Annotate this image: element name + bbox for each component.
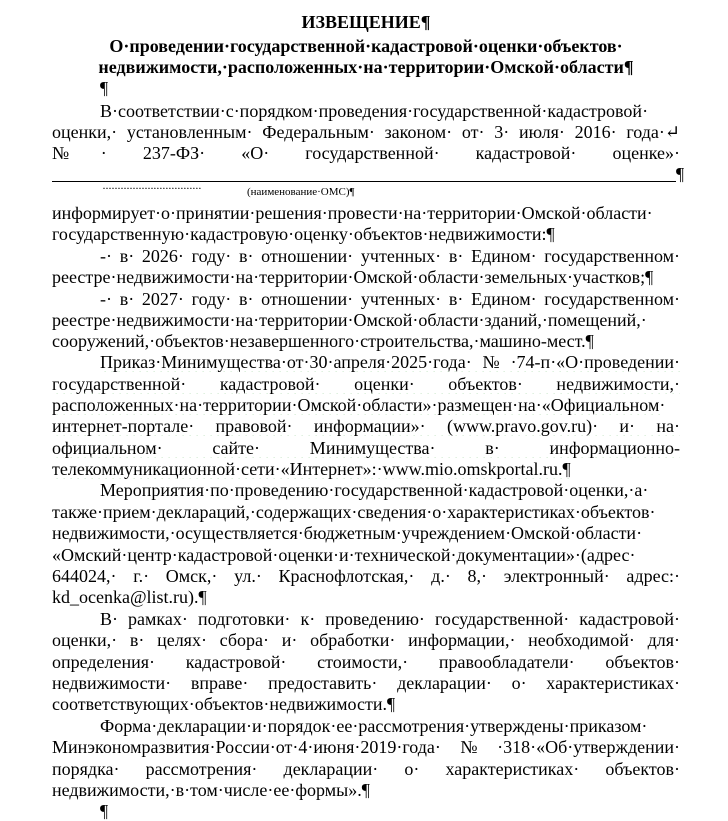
oms-caption: (наименование·ОМС)¶: [247, 186, 355, 198]
paragraph-line: недвижимости,·в·том·числе·ее·формы».¶: [52, 780, 370, 800]
document-subtitle-line-2: недвижимости,·расположенных·на·территории·Омской·области¶: [98, 57, 634, 77]
paragraph-line: порядка· рассмотрения· декларации· о· характеристиках· объектов·: [52, 759, 680, 779]
paragraph-line: Форма·декларации·и·порядок·ее·рассмотрения·утверждены·приказом·: [100, 716, 648, 736]
paragraph-line: В·соответствии·с·порядком·проведения·государственной·кадастровой·: [100, 101, 649, 121]
list-item: -· в· 2027· году· в· отношении· учтенных· в· Едином· государственном·: [100, 289, 680, 309]
paragraph-line: соответствующих·объектов·недвижимости.¶: [52, 694, 396, 714]
document-subtitle-line-1: О·проведении·государственной·кадастровой·оценки·объектов·: [109, 36, 623, 56]
list-item: -· в· 2026· году· в· отношении· учтенных· в· Едином· государственном·: [100, 246, 680, 266]
paragraph-line: Мероприятия·по·проведению·государственной·кадастровой·оценки,·а·: [100, 480, 649, 500]
paragraph-line: оценки,· в· целях· сбора· и· обработки· информации,· необходимой· для·: [52, 630, 680, 650]
document-title: ИЗВЕЩЕНИЕ¶: [301, 12, 431, 32]
paragraph-line: В· рамках· подготовки· к· проведению· государственной· кадастровой·: [100, 609, 680, 629]
paragraph-line: 644024,· г.· Омск,· ул.· Краснофлотская,· д.· 8,· электронный· адрес:·: [52, 566, 680, 586]
empty-paragraph-mark: ¶: [100, 78, 109, 98]
empty-paragraph-mark: ¶: [100, 801, 109, 821]
paragraph-line: официальном· сайте· Минимущества· в· информационно-: [52, 438, 680, 458]
paragraph-line: государственной· кадастровой· оценки· объектов· недвижимости,·: [52, 374, 680, 394]
paragraph-line: информирует·о·принятии·решения·провести·на·территории·Омской·области·: [52, 203, 653, 223]
paragraph-line: №· 237-ФЗ· «О· государственной· кадастровой· оценке»·: [52, 143, 680, 163]
paragraph-line: телекоммуникационной·сети·«Интернет»:·www.mio.omskportal.ru.¶: [52, 459, 571, 479]
paragraph-line: интернет-портале· правовой· информации»· (www.pravo.gov.ru)· и· на·: [52, 416, 680, 436]
list-item: реестре·недвижимости·на·территории·Омской·области·земельных·участков;¶: [52, 267, 654, 287]
paragraph-line: расположенных·на·территории·Омской·области»·размещен·на·«Официальном·: [52, 395, 666, 415]
paragraph-line: «Омский·центр·кадастровой·оценки·и·технической·документации»·(адрес·: [52, 545, 636, 565]
paragraph-line: Минэкономразвития·России·от·4·июня·2019·года·№·318·«Об·утверждении·: [52, 737, 680, 757]
paragraph-line: Приказ·Минимущества·от·30·апреля·2025·года·№·74-п·«О·проведении·: [100, 352, 680, 372]
paragraph-line: оценки,· установленным· Федеральным· законом· от· 3· июля· 2016· года·↵: [52, 122, 680, 142]
list-item: сооружений,·объектов·незавершенного·строительства,·машино-мест.¶: [52, 331, 594, 351]
line-end-mark: ¶: [676, 164, 685, 184]
oms-dots: ·································: [102, 181, 201, 195]
paragraph-line: недвижимости,·осуществляется·бюджетным·учреждением·Омской·области·: [52, 523, 643, 543]
list-item: реестре·недвижимости·на·территории·Омской·области·зданий,·помещений,·: [52, 310, 647, 330]
paragraph-line: также·прием·деклараций,·содержащих·сведения·о·характеристиках·объектов·: [52, 502, 656, 522]
paragraph-line: определения· кадастровой· стоимости,· правообладатели· объектов·: [52, 652, 680, 672]
paragraph-line: kd_ocenka@list.ru).¶: [52, 587, 207, 607]
paragraph-line: недвижимости· вправе· предоставить· декларации· о· характеристиках·: [52, 673, 680, 693]
paragraph-line: государственную·кадастровую·оценку·объектов·недвижимости:¶: [52, 224, 555, 244]
